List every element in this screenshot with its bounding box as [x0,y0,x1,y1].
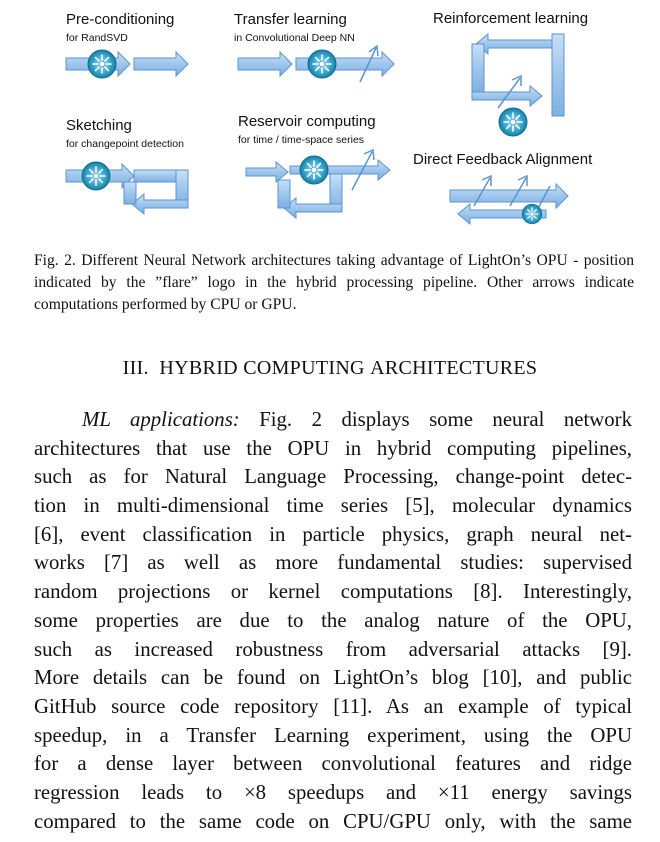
paragraph-line: some properties are due to the analog nature of the OPU, [34,608,632,632]
section-heading [0,357,660,380]
panel-title-reinforcement: Reinforcement learning [433,10,589,27]
transfer-diagram [238,46,394,82]
opu-flare-icon [499,108,527,136]
paragraph-line: random projections or kernel computations [8]. Interestingly, [34,580,632,604]
paragraph-lead: ML applications: [82,408,240,431]
paragraph-line: GitHub source code repository [11]. As an example of typical [34,694,632,718]
paragraph-line: [6], event classification in particle physics, graph neural net- [34,522,632,546]
paragraph-line: compared to the same code on CPU/GPU only, with the same [34,809,632,833]
opu-flare-icon [82,162,110,190]
panel-subtitle-preconditioning: for RandSVD [66,32,128,44]
panel-subtitle-reservoir: for time / time-space series [238,134,365,146]
paragraph-line: regression leads to ×8 speedups and ×11 energy savings [34,780,632,804]
panel-title-dfa: Direct Feedback Alignment [413,151,593,168]
dfa-diagram [450,176,568,224]
panel-title-sketching: Sketching [66,117,132,134]
body-paragraph [34,406,632,836]
paragraph-line: More details can be found on LightOn’s blog [10], and public [34,666,632,690]
panel-subtitle-sketching: for changepoint detection [66,138,184,150]
opu-flare-icon [88,50,116,78]
opu-flare-icon [522,204,542,224]
paragraph-line: tion in multi-dimensional time series [5], molecular dynamics [34,494,632,518]
panel-subtitle-transfer: in Convolutional Deep NN [234,32,355,44]
panel-title-transfer: Transfer learning [234,11,347,28]
opu-flare-icon [300,156,328,184]
panel-title-reservoir: Reservoir computing [238,113,376,130]
section-number: III. [122,357,149,379]
paragraph-line: such as for Natural Language Processing, change-point detec- [34,465,632,489]
panel-title-preconditioning: Pre-conditioning [66,11,175,28]
figure-caption: Fig. 2. Different Neural Network architectures taking advantage of LightOn’s OPU - position indicated by the ”flare” logo in the hybrid processing pipeline. Other arrows indicate computations performed by CPU or GPU. [34,252,634,313]
preconditioning-diagram [66,50,188,78]
paragraph-line: speedup, in a Transfer Learning experiment, using the OPU [34,723,632,747]
paragraph-line: architectures that use the OPU in hybrid computing pipelines, [34,436,632,460]
paragraph-line: such as increased robustness from adversarial attacks [9]. [34,637,632,661]
reservoir-diagram [246,150,390,218]
sketching-diagram [66,162,188,214]
paragraph-line: works [7] as well as more fundamental studies: supervised [34,551,632,575]
figure-2 [0,0,660,240]
paragraph-line: ML applications: Fig. 2 displays some neural network [82,408,633,431]
section-title: HYBRID COMPUTING ARCHITECTURES [159,357,538,379]
reinforcement-diagram [472,34,564,136]
opu-flare-icon [308,50,336,78]
paragraph-line: for a dense layer between convolutional features and ridge [34,752,632,776]
